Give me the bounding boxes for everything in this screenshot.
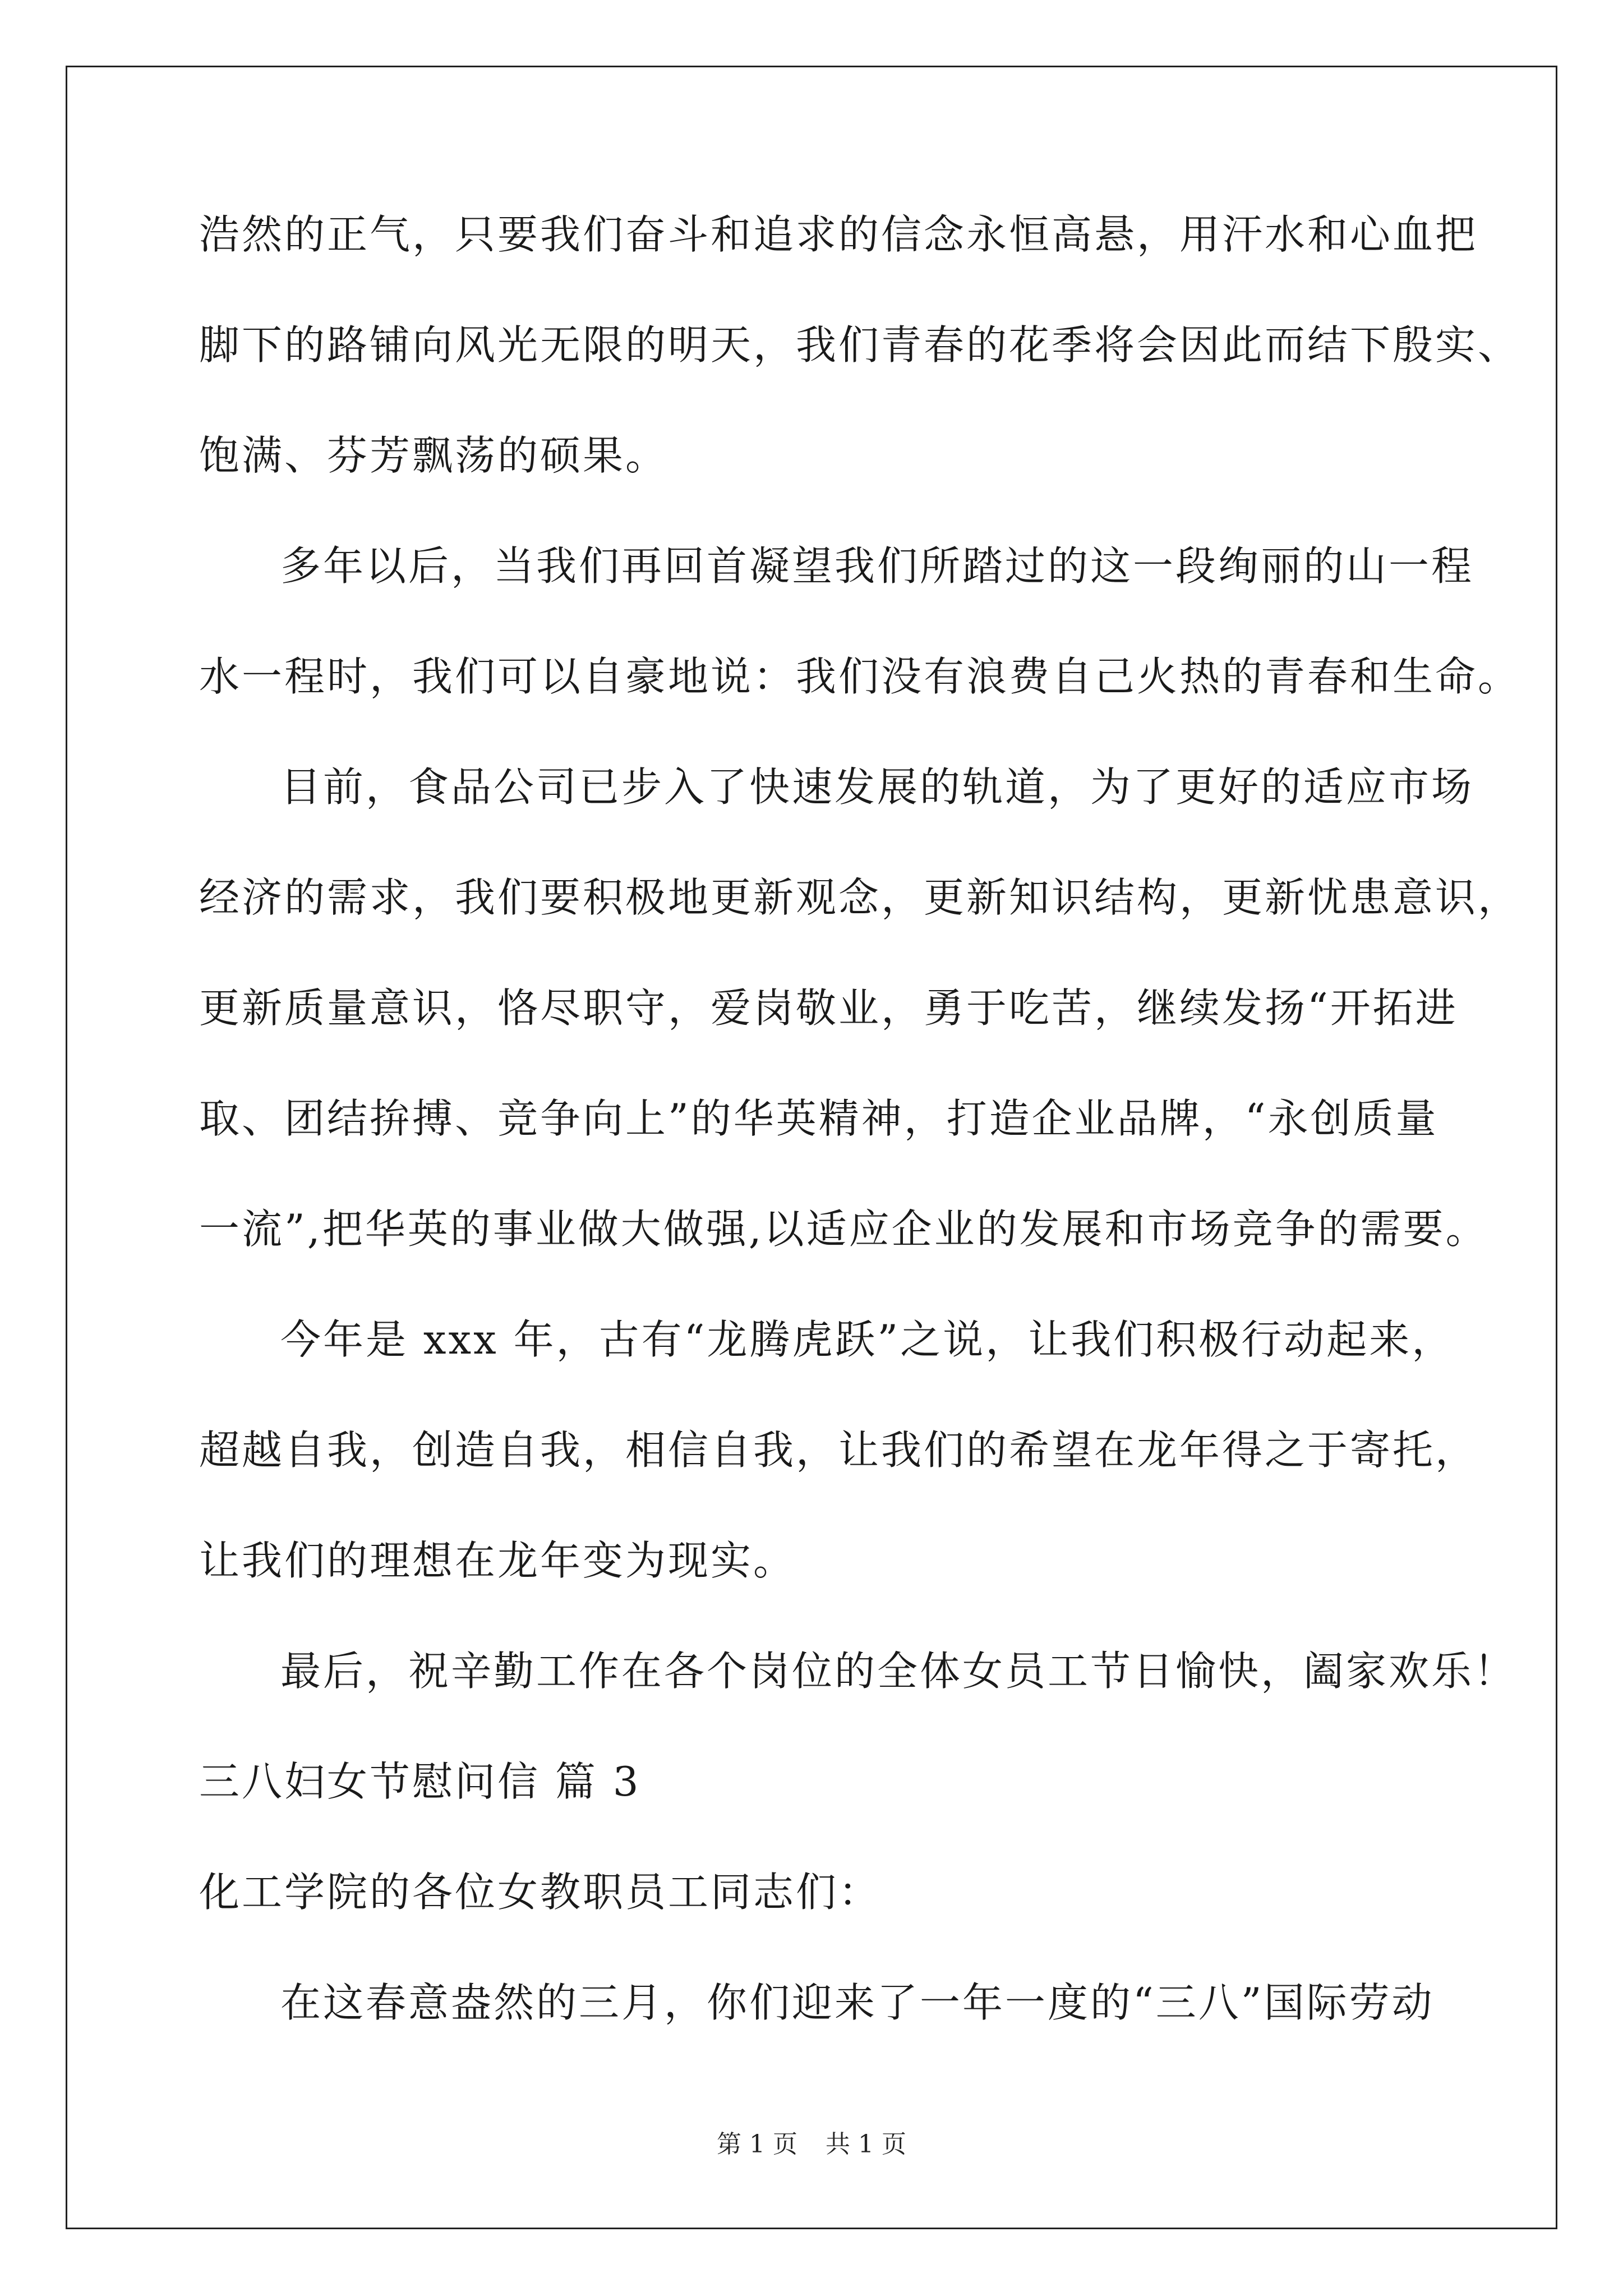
paragraph-line: 脚下的路铺向风光无限的明天，我们青春的花季将会因此而结下殷实、 <box>199 321 1521 369</box>
page-number: 第 1 页 <box>717 2130 797 2159</box>
page-footer <box>0 2128 1623 2161</box>
paragraph-line: 多年以后，当我们再回首凝望我们所踏过的这一段绚丽的山一程 <box>280 542 1474 590</box>
paragraph-line: 超越自我，创造自我，相信自我，让我们的希望在龙年得之于寄托， <box>199 1427 1478 1474</box>
paragraph-line: 经济的需求，我们要积极地更新观念，更新知识结构，更新忧患意识， <box>199 874 1521 921</box>
paragraph-line: 最后，祝辛勤工作在各个岗位的全体女员工节日愉快，阖家欢乐！ <box>280 1648 1517 1695</box>
paragraph-line: 浩然的正气，只要我们奋斗和追求的信念永恒高悬，用汗水和心血把 <box>199 211 1478 258</box>
paragraph-line: 目前，食品公司已步入了快速发展的轨道，为了更好的适应市场 <box>280 763 1474 811</box>
paragraph-line: 饱满、芬芳飘荡的硕果。 <box>199 432 668 479</box>
paragraph-line: 让我们的理想在龙年变为现实。 <box>199 1537 796 1584</box>
paragraph-line: 在这春意盎然的三月，你们迎来了一年一度的“三八”国际劳动 <box>280 1979 1435 2026</box>
paragraph-line: 今年是 xxx 年，古有“龙腾虎跃”之说，让我们积极行动起来， <box>280 1316 1455 1363</box>
paragraph-line: 水一程时，我们可以自豪地说：我们没有浪费自己火热的青春和生命。 <box>199 653 1521 700</box>
page-total: 共 1 页 <box>826 2130 906 2159</box>
salutation: 化工学院的各位女教职员工同志们： <box>199 1869 882 1916</box>
section-heading: 三八妇女节慰问信 篇 3 <box>199 1758 641 1805</box>
paragraph-line: 更新质量意识，恪尽职守，爱岗敬业，勇于吃苦，继续发扬“开拓进 <box>199 984 1458 1032</box>
paragraph-line: 一流”,把华英的事业做大做强,以适应企业的发展和市场竞争的需要。 <box>199 1205 1488 1253</box>
paragraph-line: 取、团结拚搏、竞争向上”的华英精神，打造企业品牌，“永创质量 <box>199 1095 1438 1142</box>
